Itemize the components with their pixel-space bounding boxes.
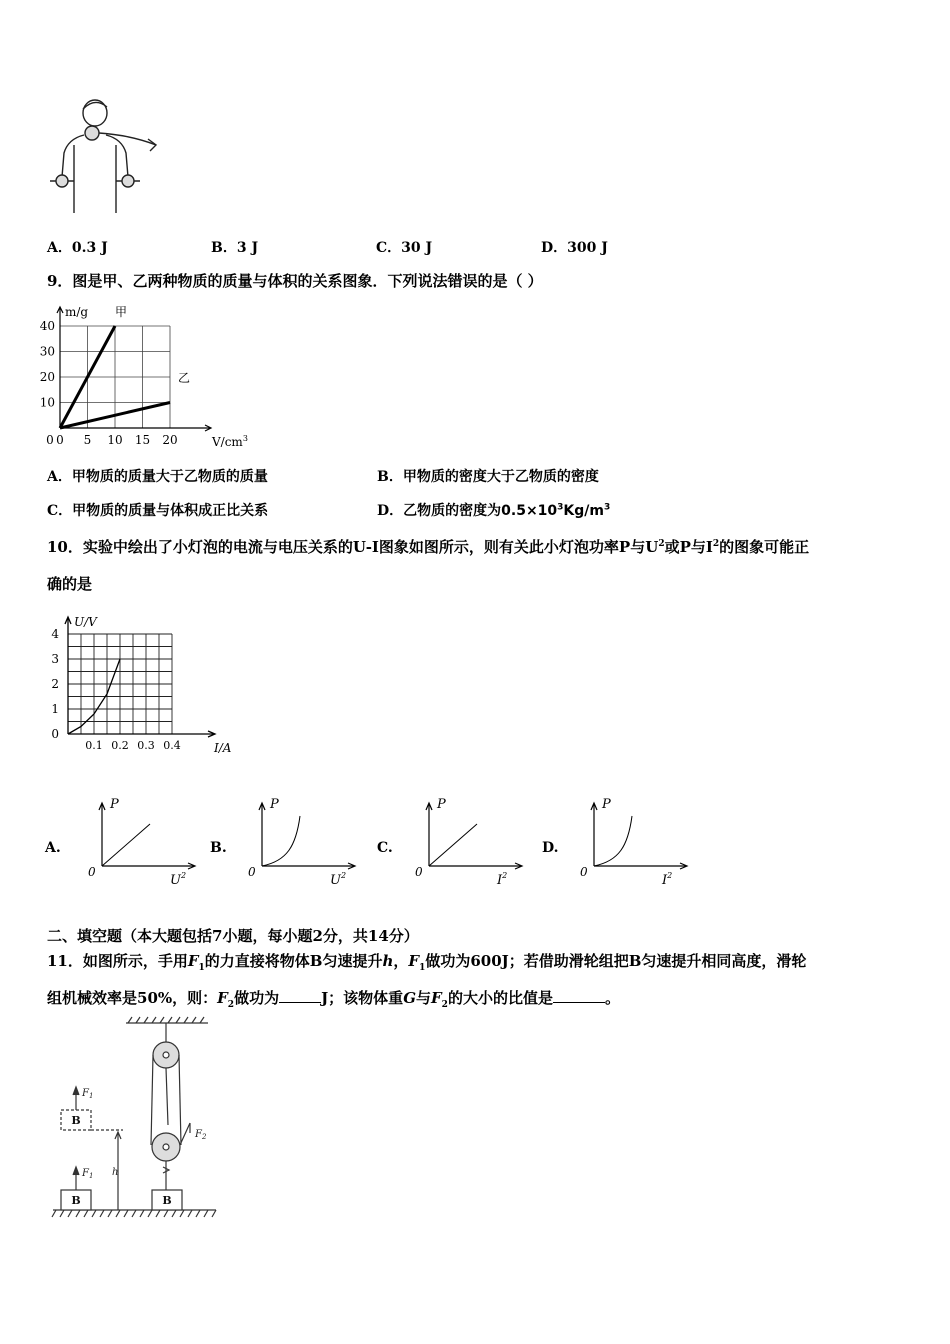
p-line: [429, 824, 477, 866]
u-i-chart: [40, 610, 232, 760]
origin-label: 0: [248, 865, 256, 879]
x-axis-label: $V/cm^3$: [212, 434, 248, 449]
series-label-yi: 乙: [178, 371, 191, 385]
option-text: 30 J: [401, 240, 433, 256]
density-value: $0.5\times 10^3Kg/m^3$: [501, 502, 611, 519]
q9-option-b[interactable]: [377, 466, 599, 486]
option-letter: C．: [376, 240, 402, 256]
option-letter: A．: [47, 469, 72, 485]
q9-option-c[interactable]: [47, 500, 268, 520]
y-tick-label: 2: [51, 677, 59, 691]
q9-option-d[interactable]: [377, 500, 610, 520]
option-text: 甲物质的质量大于乙物质的质量: [71, 469, 268, 485]
x-tick-label: 0.4: [163, 739, 181, 752]
q10-stem-line1: 10．实验中绘出了小灯泡的电流与电压关系的U-I图象如图所示，则有关此小灯泡功率P与$U^2$或P与$I^2$的图象可能正: [47, 538, 810, 556]
x-tick-label: 15: [134, 433, 151, 447]
y-axis-label: P: [602, 797, 611, 812]
block-b-label: B: [162, 1194, 172, 1207]
q10-option-c-letter[interactable]: C.: [377, 840, 393, 856]
option-text: 乙物质的密度为: [403, 503, 502, 519]
q9-option-a[interactable]: [47, 466, 268, 486]
answer-blank-2[interactable]: [553, 989, 605, 1003]
option-text: 甲物质的质量与体积成正比关系: [72, 503, 269, 519]
y-tick-label: 3: [51, 652, 59, 666]
q10-options: [45, 794, 875, 894]
y-axis-label: U/V: [74, 615, 97, 629]
x-tick-label: 0.2: [111, 739, 129, 752]
q10-option-b-letter[interactable]: B.: [210, 840, 227, 856]
block-b-label: B: [71, 1194, 81, 1207]
q11-line2: 组机械效率是50%，则：$F_2$做功为 J；该物体重G与$F_2$的大小的比值是 。: [47, 989, 620, 1010]
h-label: h: [112, 1167, 119, 1178]
f2-label: $F_2$: [195, 1129, 207, 1141]
x-axis-label: $U^2$: [170, 871, 187, 888]
q10-option-d-letter[interactable]: D.: [542, 840, 559, 856]
x-axis-label: $I^2$: [662, 871, 673, 888]
p-curve: [262, 816, 300, 866]
q10-option-d-graph[interactable]: [572, 794, 702, 889]
q9-stem: 9．图是甲、乙两种物质的质量与体积的关系图象．下列说法错误的是（ ）: [47, 272, 543, 290]
y-tick-label: 10: [39, 395, 55, 410]
y-tick-label: 40: [39, 319, 55, 333]
f1-top-label: $F_1$: [82, 1088, 94, 1100]
option-text: 3 J: [236, 240, 259, 256]
pulley-diagram: [48, 1015, 223, 1223]
y-axis-label: P: [270, 797, 279, 812]
p-line: [102, 824, 150, 866]
x-tick-label: 5: [83, 433, 92, 447]
block-b-label: B: [71, 1114, 81, 1127]
x-tick-label: 0.1: [85, 739, 103, 752]
origin-label: 0: [46, 433, 54, 447]
y-axis-label: m/g: [65, 305, 89, 319]
option-letter: C．: [47, 503, 73, 519]
option-text: 甲物质的密度大于乙物质的密度: [402, 469, 599, 485]
x-tick-label: 20: [162, 433, 178, 447]
x-axis-label: I/A: [214, 741, 232, 755]
origin-label: 0: [88, 865, 96, 879]
y-axis-label: P: [110, 797, 119, 812]
origin-label: 0: [415, 865, 423, 879]
q11-line1: 11．如图所示，手用$F_1$的力直接将物体B匀速提升h，$F_1$做功为600J；若借助滑轮组把B匀速提升相同高度，滑轮: [47, 952, 807, 973]
q8-option-a[interactable]: [47, 237, 108, 257]
x-axis-label: $I^2$: [497, 871, 508, 888]
dumbbell-person-illustration: [40, 95, 170, 220]
y-tick-label: 0: [51, 727, 59, 741]
q8-option-b[interactable]: [211, 237, 258, 257]
q8-option-c[interactable]: [376, 237, 432, 257]
mass-volume-chart: [39, 300, 248, 452]
x-tick-label: 0: [56, 433, 64, 447]
option-letter: B．: [211, 240, 237, 256]
p-curve: [594, 816, 632, 866]
series-label-jia: 甲: [115, 305, 128, 319]
q10-stem-line2: 确的是: [47, 575, 93, 593]
y-tick-label: 1: [51, 702, 59, 716]
x-tick-label: 0.3: [137, 739, 155, 752]
option-text: 300 J: [567, 240, 608, 256]
origin-label: 0: [580, 865, 588, 879]
q10-option-a-letter[interactable]: A.: [45, 840, 61, 856]
x-tick-label: 10: [107, 433, 123, 447]
option-letter: A．: [47, 240, 72, 256]
option-letter: D．: [377, 503, 404, 519]
option-letter: B．: [377, 469, 403, 485]
q10-option-a-graph[interactable]: [80, 794, 210, 889]
section-heading: 二、填空题（本大题包括7小题，每小题2分，共14分）: [47, 927, 419, 945]
answer-blank-1[interactable]: [279, 989, 321, 1003]
q8-option-d[interactable]: [541, 237, 608, 257]
y-tick-label: 4: [51, 627, 59, 641]
y-axis-label: P: [437, 797, 446, 812]
x-axis-label: $U^2$: [330, 871, 347, 888]
q10-option-b-graph[interactable]: [240, 794, 370, 889]
q10-option-c-graph[interactable]: [407, 794, 537, 889]
y-tick-label: 30: [39, 344, 55, 359]
f1-label: $F_1$: [82, 1168, 94, 1180]
option-letter: D．: [541, 240, 568, 256]
option-text: 0.3 J: [71, 240, 108, 256]
y-tick-label: 20: [39, 370, 55, 384]
